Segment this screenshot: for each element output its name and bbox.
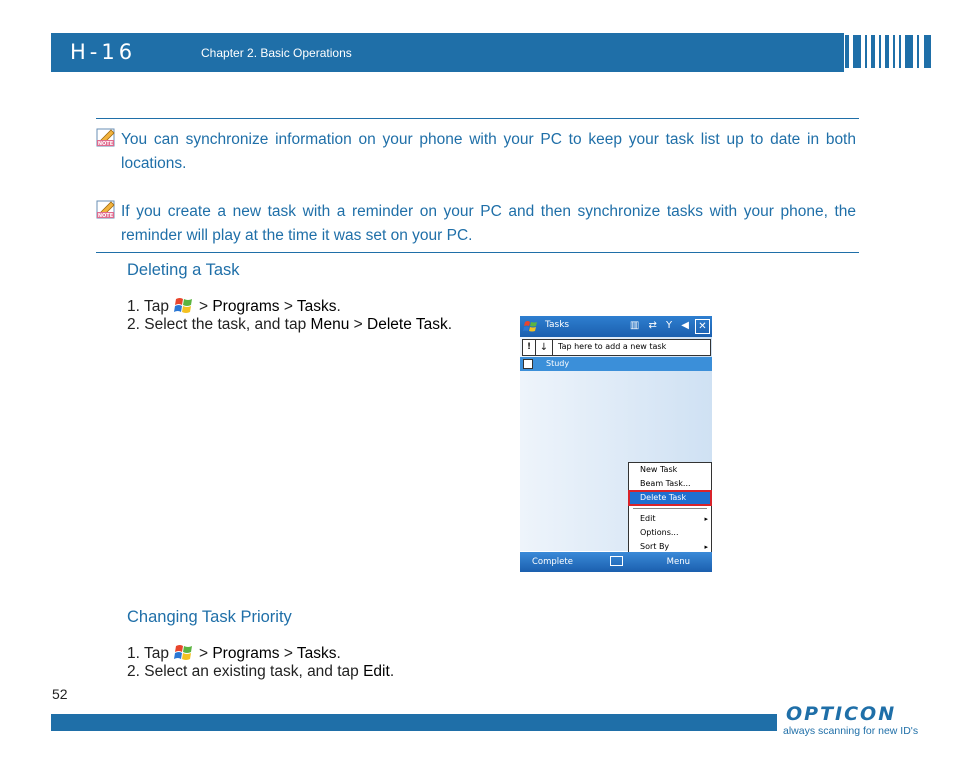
footer-bar: [51, 714, 777, 731]
task-label: Study: [546, 359, 570, 368]
step-priority-2: 2. Select an existing task, and tap Edit.: [127, 663, 395, 680]
chapter-title: Chapter 2. Basic Operations: [201, 46, 352, 60]
close-icon[interactable]: ✕: [695, 319, 710, 334]
status-icons: ▥ ⇄ Y ◀: [629, 320, 692, 331]
notes-bottom-rule: [96, 252, 859, 253]
notes-top-rule: [96, 118, 859, 119]
task-checkbox[interactable]: [523, 359, 533, 369]
chevron-right-icon: ▸: [704, 515, 708, 523]
softkey-menu[interactable]: Menu: [666, 557, 690, 567]
step-deleting-1: 1. Tap > Programs > Tasks.: [127, 295, 341, 316]
note-icon: [96, 199, 117, 219]
priority-icon[interactable]: !: [523, 340, 536, 355]
section-title-deleting: Deleting a Task: [127, 261, 240, 279]
chevron-right-icon: ▸: [704, 543, 708, 551]
section-title-priority: Changing Task Priority: [127, 608, 292, 626]
model-name: H-16: [70, 40, 137, 64]
menu-item-edit[interactable]: Edit ▸: [629, 512, 711, 526]
svg-text:NOTE: NOTE: [97, 213, 114, 219]
note-text-reminder: If you create a new task with a reminder on your PC and then synchronize tasks with your phone, the reminder will play at the time it was set on your PC.: [121, 203, 856, 244]
new-task-entry[interactable]: [522, 339, 711, 356]
windows-start-icon: [173, 295, 195, 315]
page-number: 52: [52, 686, 68, 702]
new-task-hint: Tap here to add a new task: [558, 342, 667, 351]
phone-softkey-bar: [520, 552, 712, 572]
windows-start-icon[interactable]: [523, 319, 539, 334]
note-text-sync: You can synchronize information on your phone with your PC to keep your task list up to date in both locations.: [121, 131, 856, 172]
phone-title-bar: [520, 316, 712, 337]
sort-arrow-icon[interactable]: ↓: [536, 340, 553, 355]
menu-item-sort-by[interactable]: Sort By ▸: [629, 540, 711, 554]
keyboard-icon[interactable]: [610, 556, 623, 566]
phone-title: Tasks: [545, 320, 570, 330]
header-bar: [51, 33, 844, 72]
note-icon: [96, 127, 117, 147]
windows-start-icon: [173, 642, 195, 662]
menu-item-new-task[interactable]: New Task: [640, 465, 678, 474]
phone-task-list: [520, 337, 712, 551]
step-priority-1: 1. Tap > Programs > Tasks.: [127, 642, 341, 663]
brand-tagline: always scanning for new ID's: [783, 725, 919, 737]
softkey-complete[interactable]: Complete: [532, 557, 573, 567]
menu-item-delete-task[interactable]: Delete Task: [629, 491, 711, 505]
menu-divider: [633, 508, 707, 509]
menu-item-options[interactable]: Options...: [640, 528, 679, 537]
svg-text:NOTE: NOTE: [97, 141, 114, 147]
list-item[interactable]: [520, 357, 712, 371]
step-deleting-2: 2. Select the task, and tap Menu > Delete Task.: [127, 316, 453, 333]
brand-logo: OPTICON: [786, 703, 897, 725]
phone-screenshot: [520, 316, 712, 572]
menu-item-beam-task[interactable]: Beam Task...: [640, 479, 691, 488]
